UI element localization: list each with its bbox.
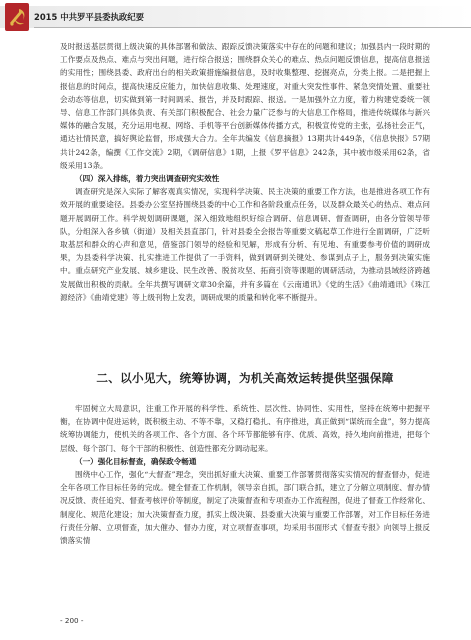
paragraph: 及时报送基层贯彻上级决策的具体部署和做法、跟踪反馈决策落实中存在的问题和建议；加强县内一段时期的工作要点及热点、难点与突出问题，进行综合报送；围绕群众关心的难点、热点问题反馈信息，提高信息报送的实用性；围绕县委、政府出台的相关政策措施编报信息，及时收集整理、挖掘亮点，分类上报。二是把握上报信息的时间点，提高快速反应能力，加快信息收集、处理速度，对重大突发性事件、紧急突情处置、重要社会动态等信息，切实做到第一时间调采、报告，并及时跟踪、报送。一是加强外立力度，着力构建党委统一领导、信息工作部门具体负责、有关部门积极配合、社会力量广泛参与的大信息工作格局，推进传统媒体与新兴媒体的融合发展，充分运用电视、网络、手机等平台创新媒体传播方式，积极宣传党的主张，弘扬社会正气，通达社情民意，搞好舆论监督，形成强大合力。全年共编发《信息摘报》13期共计449条，《信息快报》57期共计242条，编撰《工作交流》2期，《调研信息》1期，上报《罗平信息》242条，其中被市级采用62条，省级采用13条。 — [60, 42, 430, 170]
party-emblem-icon — [4, 2, 30, 32]
paragraph: 牢固树立大局意识，注重工作开展的科学性、系统性、层次性、协同性、实用性，坚持在统筹中把握平衡，在协调中促进运转，既积极主动、不等不靠，又稳打稳扎、有序推进，真正做到“谋统而全盘”，努力提高统筹协调能力，使机关的各项工作、各个方面、各个环节都能够有序、优质、高效，持久地向前推进，把每个层级、每个部门、每个干部的积极性、创造性都充分调动起来。 — [60, 404, 430, 453]
section-heading: 二、以小见大，统筹协调，为机关高效运转提供坚强保障 — [96, 371, 394, 385]
running-title: 2015 中共罗平县委执政纪要 — [34, 12, 144, 22]
header-rule — [34, 27, 471, 28]
paragraph: 围绕中心工作，强化“大督查”理念，突出抓好重大决策、重要工作部署贯彻落实实情况的督查督办，促进全年各项工作目标任务的完成。健全督查工作机制，领导亲自抓，部门联合抓，建立了分解立项制度、督办情况反馈、责任追究、督查考核评价等制度，制定了决策督查和专项查办工作流程图，促进了督查工作经常化、制度化、规范化建设；加大决策督查力度，抓实上级决策、县委重大决策与重要工作部署，对工作目标任务进行责任分解、立项督查，加大催办、督办力度，对立项督查事项，均采用书面形式《督查专报》向领导上报反馈落实情 — [60, 470, 430, 546]
page-number: - 200 - — [60, 616, 84, 625]
subheading-one: （一）强化目标督查，确保政令畅通 — [75, 456, 197, 466]
body-block-bottom — [60, 402, 430, 547]
paragraph: 调查研究是深入实际了解客观真实情况，实现科学决策、民主决策的重要工作方法，也是推进各项工作有效开展的重要途径。县委办公室坚持围绕县委的中心工作和各阶段重点任务，以及群众最关心的热点、难点问题开展调研工作。科学规划调研课题，深入细致地组织好综合调研、信息调研、督查调研，由各分管领导带队，分组深入各乡镇（街道）及相关县直部门，针对县委全会报告等重要文稿起草工作进行全面调研，广泛听取基层和群众的心声和意见，借鉴部门领导的经验和见解，形成有分析、有见地、有重要参考价值的调研成果，为县委科学决策、扎实推进工作提供了一手资料，做到调研到关键处、参谋到点子上，服务到决策实施中。重点研究产业发展、城乡建设、民生改善、脱贫攻坚、拓商引资等课题的调研活动，为推动县域经济跨越发展做出积极的贡献。全年共撰写调研文章30余篇，并有多篇在《云南通讯》《党的生活》《曲靖通讯》《珠江源经济》《曲靖党建》等上级刊物上发表，调研成果的质量和转化率不断提升。 — [60, 187, 430, 302]
page-header — [0, 0, 471, 36]
subheading-four: （四）深入排练，着力突出调查研究实效性 — [75, 174, 220, 184]
body-block-top — [60, 40, 430, 304]
